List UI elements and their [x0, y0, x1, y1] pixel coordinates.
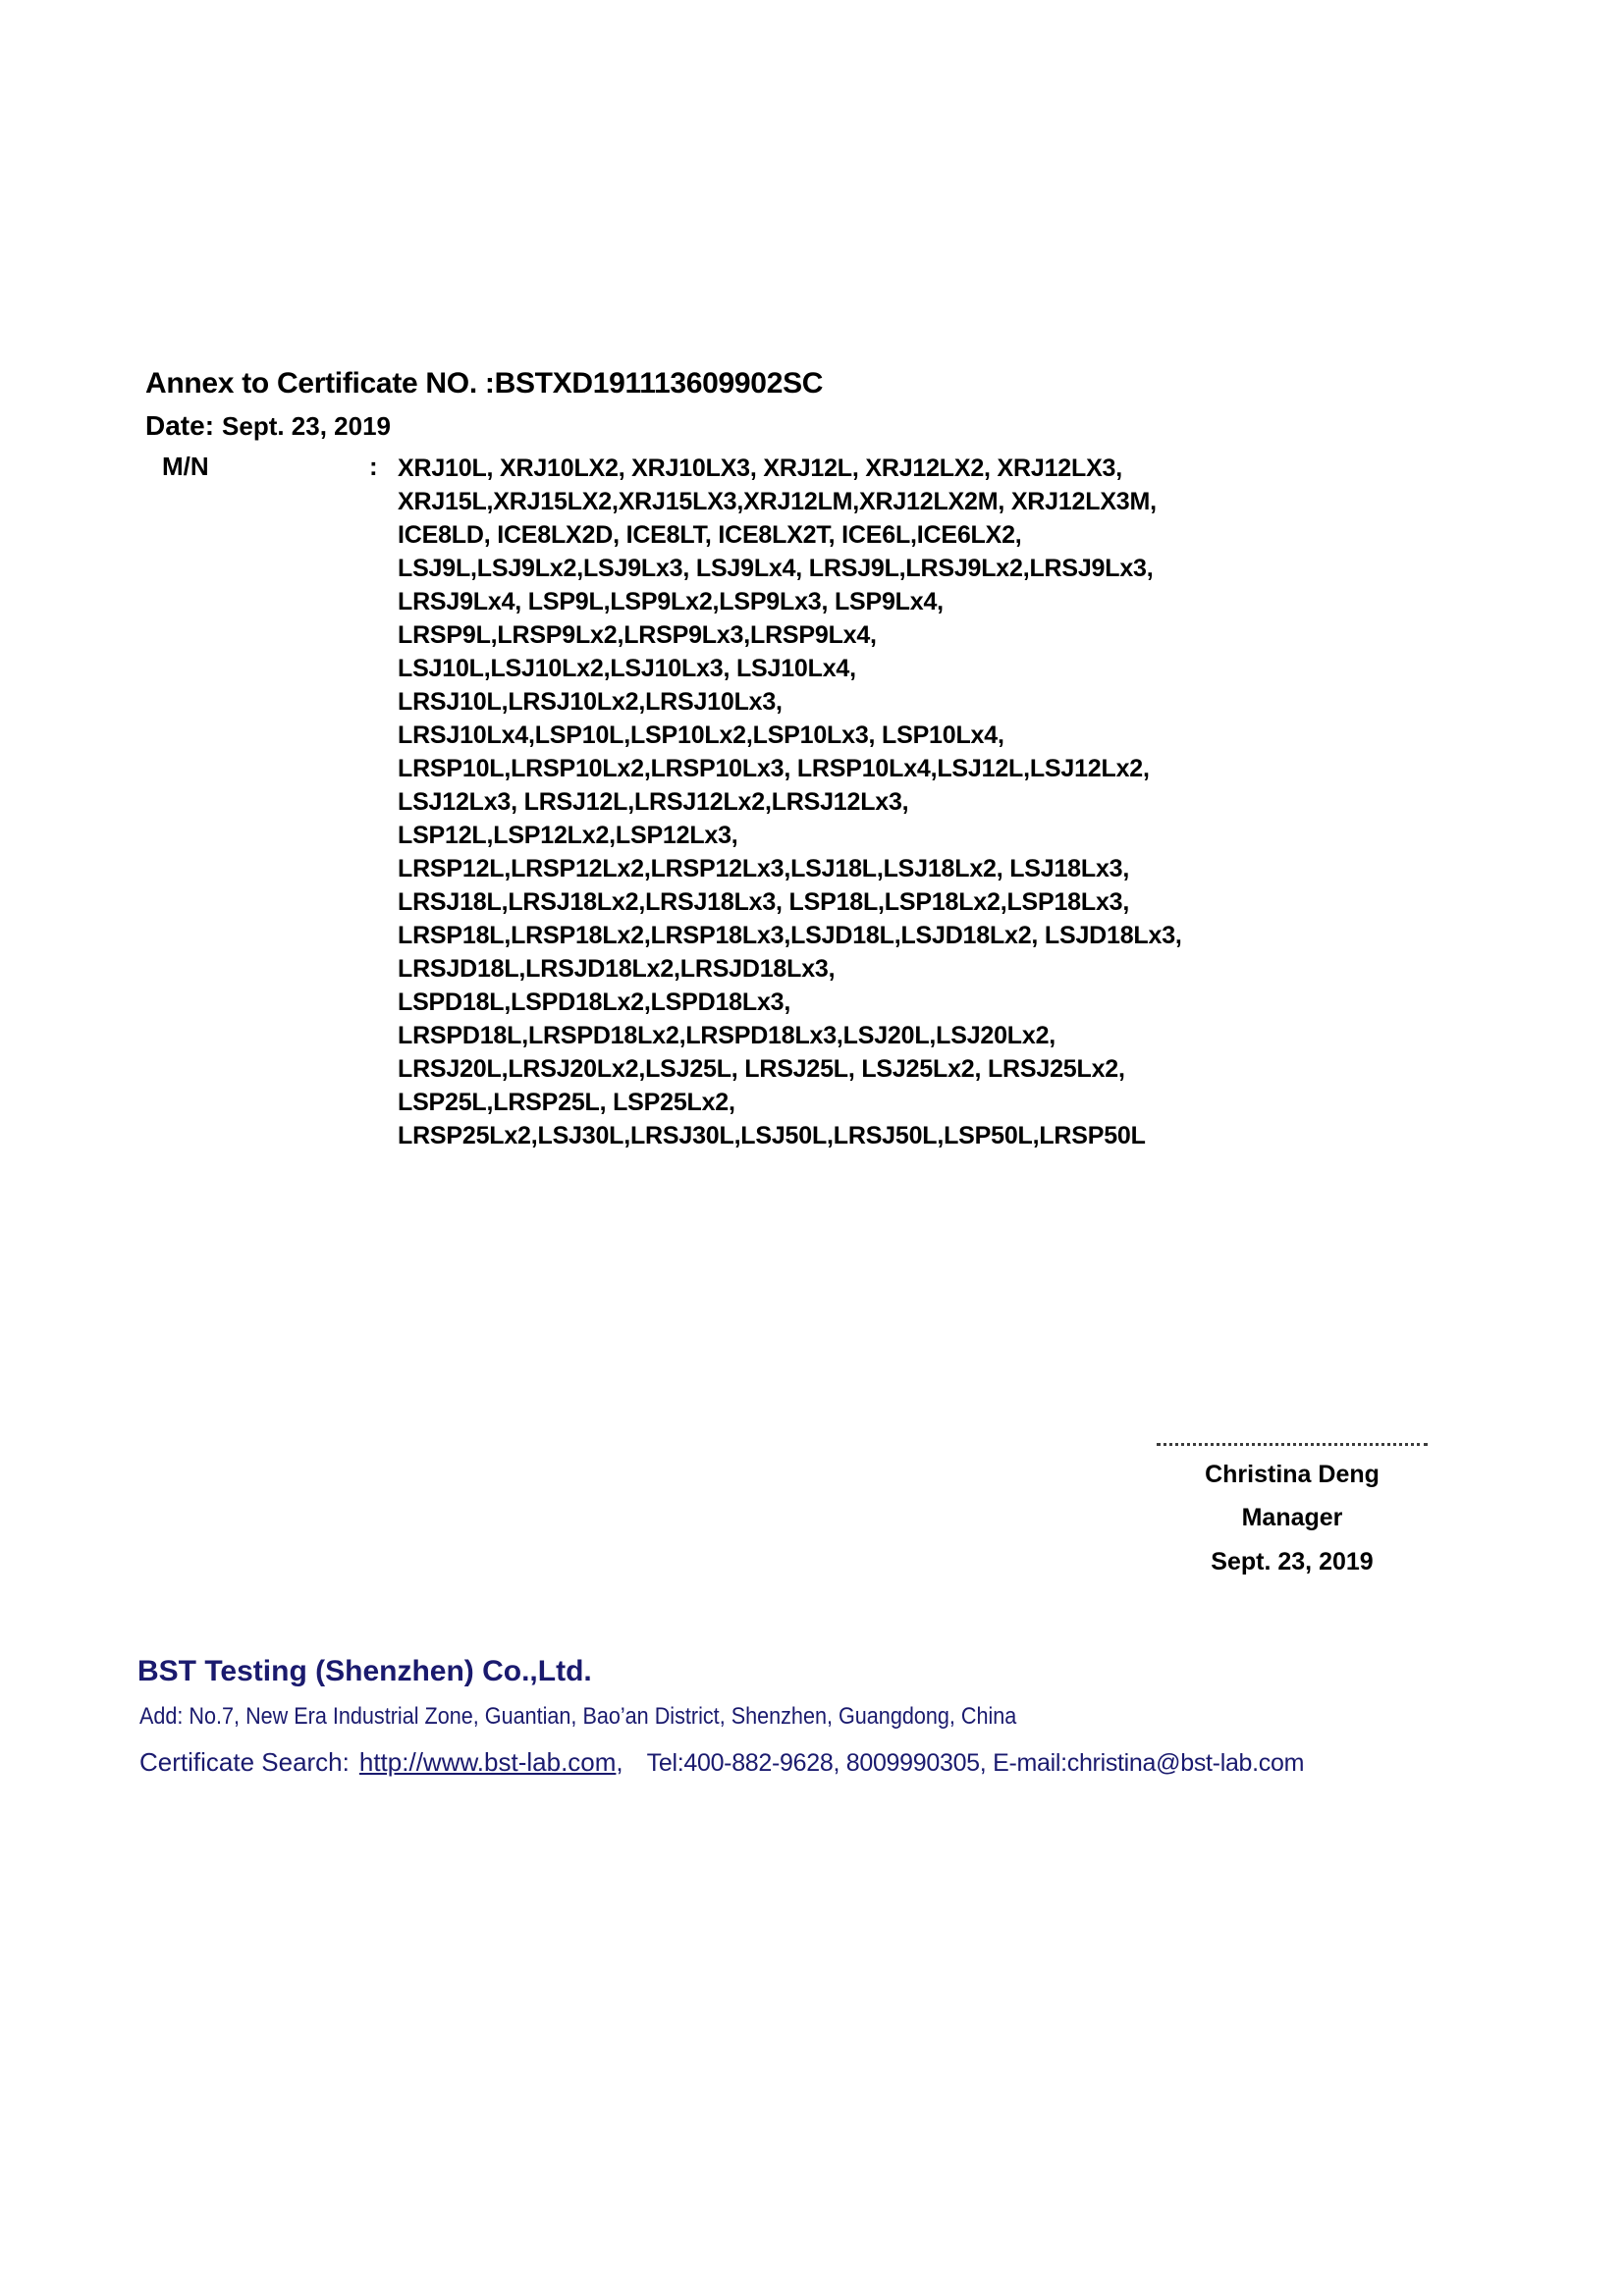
- model-line: LRSJD18L,LRSJD18Lx2,LRSJD18Lx3,: [398, 955, 836, 983]
- certificate-number: BSTXD191113609902SC: [494, 367, 824, 400]
- model-line: LSJ12Lx3, LRSJ12L,LRSJ12Lx2,LRSJ12Lx3,: [398, 788, 909, 816]
- model-line: XRJ15L,XRJ15LX2,XRJ15LX3,XRJ12LM,XRJ12LX2M, XRJ12LX3M,: [398, 488, 1157, 515]
- certificate-search-label: Certificate Search:: [139, 1747, 350, 1777]
- contact-info: Tel:400-882-9628, 8009990305, E-mail:christina@bst-lab.com: [646, 1749, 1305, 1777]
- model-line: LRSP18L,LRSP18Lx2,LRSP18Lx3,LSJD18L,LSJD18Lx2, LSJD18Lx3,: [398, 922, 1182, 949]
- model-line: LRSP9L,LRSP9Lx2,LRSP9Lx3,LRSP9Lx4,: [398, 621, 877, 649]
- model-line: LRSJ20L,LRSJ20Lx2,LSJ25L, LRSJ25L, LSJ25Lx2, LRSJ25Lx2,: [398, 1055, 1125, 1083]
- model-line: LRSJ10L,LRSJ10Lx2,LRSJ10Lx3,: [398, 688, 783, 716]
- model-line: XRJ10L, XRJ10LX2, XRJ10LX3, XRJ12L, XRJ12LX2, XRJ12LX3,: [398, 454, 1122, 482]
- model-line: LRSP10L,LRSP10Lx2,LRSP10Lx3, LRSP10Lx4,LSJ12L,LSJ12Lx2,: [398, 755, 1150, 782]
- model-line: LSP25L,LRSP25L, LSP25Lx2,: [398, 1089, 735, 1116]
- model-line: LRSJ10Lx4,LSP10L,LSP10Lx2,LSP10Lx3, LSP10Lx4,: [398, 721, 1004, 749]
- model-line: LRSP25Lx2,LSJ30L,LRSJ30L,LSJ50L,LRSJ50L,LSP50L,LRSP50L: [398, 1122, 1146, 1149]
- model-number-label: M/N: [162, 452, 209, 481]
- signature-date: Sept. 23, 2019: [1211, 1548, 1374, 1575]
- model-line: LSJ9L,LSJ9Lx2,LSJ9Lx3, LSJ9Lx4, LRSJ9L,LRSJ9Lx2,LRSJ9Lx3,: [398, 555, 1154, 582]
- annex-title-label: Annex to Certificate NO. :: [145, 367, 495, 400]
- certificate-search-link[interactable]: http://www.bst-lab.com: [358, 1747, 617, 1777]
- model-line: LRSPD18L,LRSPD18Lx2,LRSPD18Lx3,LSJ20L,LSJ20Lx2,: [398, 1022, 1056, 1049]
- date-value: Sept. 23, 2019: [222, 411, 392, 441]
- model-number-section: [145, 452, 1182, 1152]
- company-address: Add: No.7, New Era Industrial Zone, Guantian, Bao’an District, Shenzhen, Guangdong, China: [139, 1703, 1017, 1730]
- annex-title: [145, 367, 823, 400]
- model-line: LSJ10L,LSJ10Lx2,LSJ10Lx3, LSJ10Lx4,: [398, 655, 856, 682]
- company-name: BST Testing (Shenzhen) Co.,Ltd.: [137, 1655, 592, 1687]
- certificate-search-line: [139, 1747, 1304, 1778]
- model-number-list: [398, 452, 1182, 1152]
- model-line: LRSJ18L,LRSJ18Lx2,LRSJ18Lx3, LSP18L,LSP18Lx2,LSP18Lx3,: [398, 888, 1130, 916]
- model-line: LSP12L,LSP12Lx2,LSP12Lx3,: [398, 822, 738, 849]
- signature-block: [1157, 1443, 1428, 1576]
- model-line: LSPD18L,LSPD18Lx2,LSPD18Lx3,: [398, 988, 791, 1016]
- date-line: [145, 410, 391, 442]
- model-line: LRSJ9Lx4, LSP9L,LSP9Lx2,LSP9Lx3, LSP9Lx4,: [398, 588, 944, 615]
- signature-dotted-line: [1157, 1443, 1428, 1446]
- model-number-separator: :: [369, 452, 378, 481]
- signer-role: Manager: [1241, 1504, 1343, 1531]
- model-line: ICE8LD, ICE8LX2D, ICE8LT, ICE8LX2T, ICE6L,ICE6LX2,: [398, 521, 1022, 549]
- certificate-search-comma: ,: [616, 1747, 623, 1777]
- model-line: LRSP12L,LRSP12Lx2,LRSP12Lx3,LSJ18L,LSJ18Lx2, LSJ18Lx3,: [398, 855, 1130, 882]
- signer-name: Christina Deng: [1205, 1461, 1380, 1488]
- date-label: Date:: [145, 410, 215, 441]
